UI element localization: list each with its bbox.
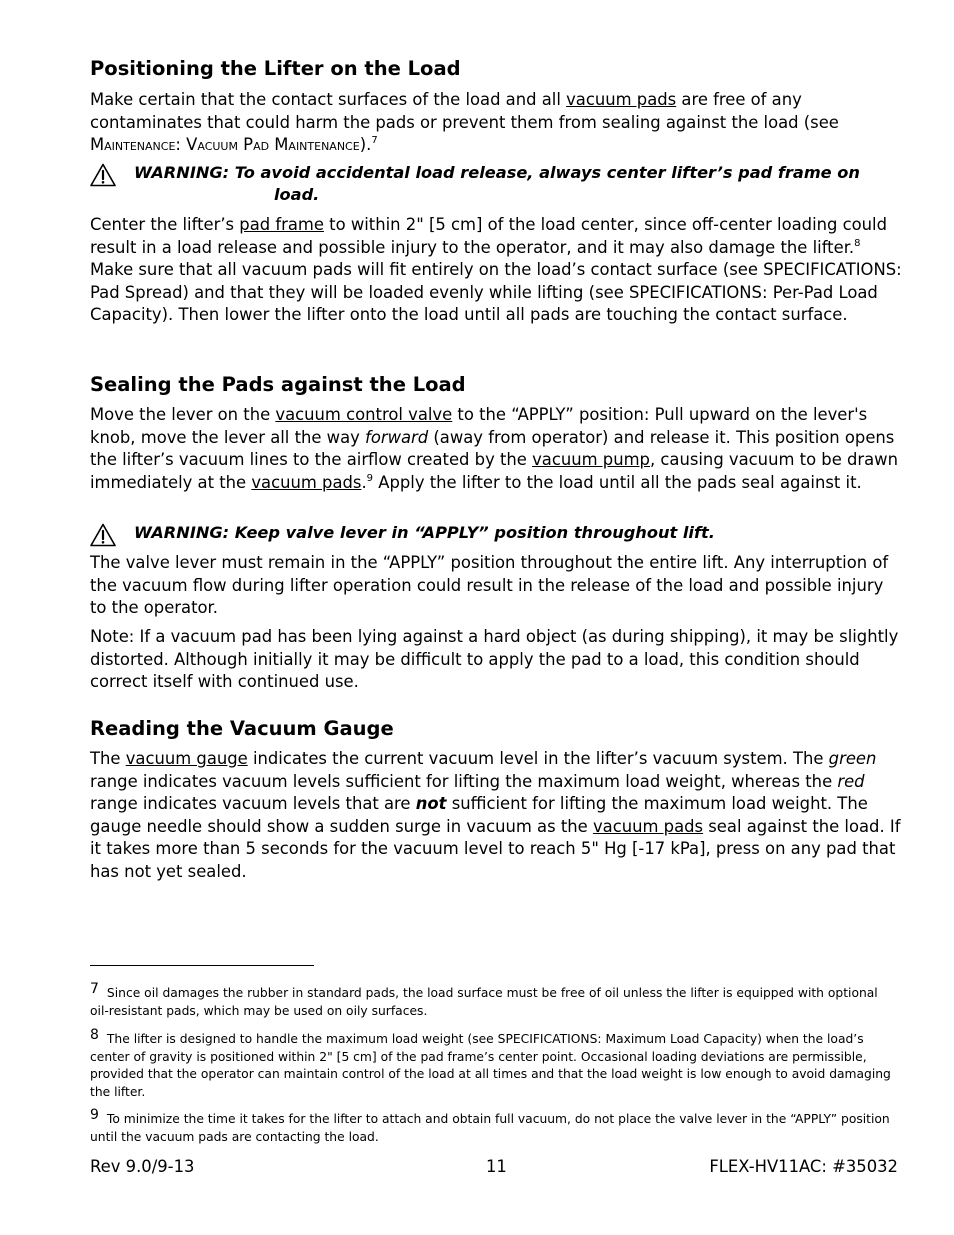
vacuum-pads-link[interactable]: vacuum pads	[592, 816, 704, 836]
vacuum-pads-link[interactable]: vacuum pads	[251, 472, 362, 492]
pad-frame-link[interactable]: pad frame	[239, 215, 324, 234]
warning-triangle-icon	[90, 163, 116, 187]
sealing-note-paragraph: Note: If a vacuum pad has been lying against a hard object (as during shipping), it may be slightly distorted. Although initially it may be difficult to apply the pad to a load, this condition should correct itself with continued use.	[90, 627, 899, 692]
footnote-8: 8 The lifter is designed to handle the maximum load weight (see SPECIFICATIONS: Maximum Load Capacity) when the load’s center of gravity is positioned within 2" [5 cm] of the pad frame’s center point. Occasional loading deviations are permissible, provided that the operator can maintain control of the load at all times and that the load weight is low enough to avoid damaging the lifter.	[90, 1027, 891, 1099]
sealing-paragraph-2: The valve lever must remain in the “APPLY” position throughout the entire lift. Any interruption of the vacuum flow during lifter operation could result in the release of the load and possible injury to the operator.	[90, 553, 889, 618]
maintenance-xref[interactable]: Maintenance: Vacuum Pad Maintenance	[90, 135, 360, 155]
revision-label: Rev 9.0/9-13	[90, 1157, 195, 1176]
section-heading-gauge: Reading the Vacuum Gauge	[90, 717, 394, 740]
warning-text: WARNING: Keep valve lever in “APPLY” position throughout lift.	[134, 523, 715, 542]
vacuum-gauge-link[interactable]: vacuum gauge	[125, 749, 248, 768]
vacuum-control-valve-link[interactable]: vacuum control valve	[275, 405, 453, 424]
section-heading-positioning: Positioning the Lifter on the Load	[90, 57, 461, 80]
footnote-ref-9[interactable]: 9	[366, 472, 374, 484]
warning-text: WARNING: To avoid accidental load release, always center lifter’s pad frame on load.	[134, 163, 860, 204]
positioning-paragraph-2: Center the lifter’s pad frame to within 2" [5 cm] of the load center, since off-center loading could result in a load release and possible injury to the operator, and it may also damage the lifter.$^8$ Make sure that all vacuum pads will fit entirely on the load’s contact surface (see SPECIFICATIONS: Pad Spread) and that they will be loaded evenly while lifting (see SPECIFICATIONS: Per-Pad Load Capacity). Then lower the lifter onto the load until all pads are touching the contact surface.	[90, 215, 902, 325]
sealing-paragraph-1: Move the lever on the vacuum control valve to the “APPLY” position: Pull upward on the lever's knob, move the lever all the way forward (away from operator) and release it. This position opens the lifter’s vacuum lines to the airflow created by the vacuum pump, causing vacuum to be drawn immediately at the vacuum pads.$^9$ Apply the lifter to the load until all the pads seal against it.	[90, 405, 898, 492]
document-id: FLEX-HV11AC: #35032	[709, 1157, 898, 1176]
vacuum-pump-link[interactable]: vacuum pump	[532, 450, 650, 470]
footnote-ref-8[interactable]: 8	[854, 237, 861, 249]
footnote-7: 7 Since oil damages the rubber in standard pads, the load surface must be free of oil unless the lifter is equipped with optional oil-resistant pads, which may be used on oily surfaces.	[90, 981, 878, 1018]
footnote-separator	[90, 965, 314, 966]
warning-triangle-icon	[90, 523, 116, 547]
positioning-paragraph-1: Make certain that the contact surfaces of the load and all vacuum pads are free of any contaminates that could harm the pads or prevent them from sealing against the load (see Maintenance: Vacuum Pad Maintenance).$^7$	[90, 90, 839, 155]
footnote-ref-7[interactable]: 7	[371, 135, 378, 147]
gauge-paragraph-1: The vacuum gauge indicates the current vacuum level in the lifter’s vacuum system. The green range indicates vacuum levels sufficient for lifting the maximum load weight, whereas the red range indicates vacuum levels that are not sufficient for lifting the maximum load weight. The gauge needle should show a sudden surge in vacuum as the vacuum pads seal against the load. If it takes more than 5 seconds for the vacuum level to reach 5" Hg [-17 kPa], press on any pad that has not yet sealed.	[90, 749, 901, 881]
page-number: 11	[486, 1157, 507, 1176]
vacuum-pads-link[interactable]: vacuum pads	[566, 90, 677, 109]
footnote-9: 9 To minimize the time it takes for the lifter to attach and obtain full vacuum, do not place the valve lever in the “APPLY” position until the vacuum pads are contacting the load.	[90, 1107, 890, 1144]
section-heading-sealing: Sealing the Pads against the Load	[90, 373, 466, 396]
